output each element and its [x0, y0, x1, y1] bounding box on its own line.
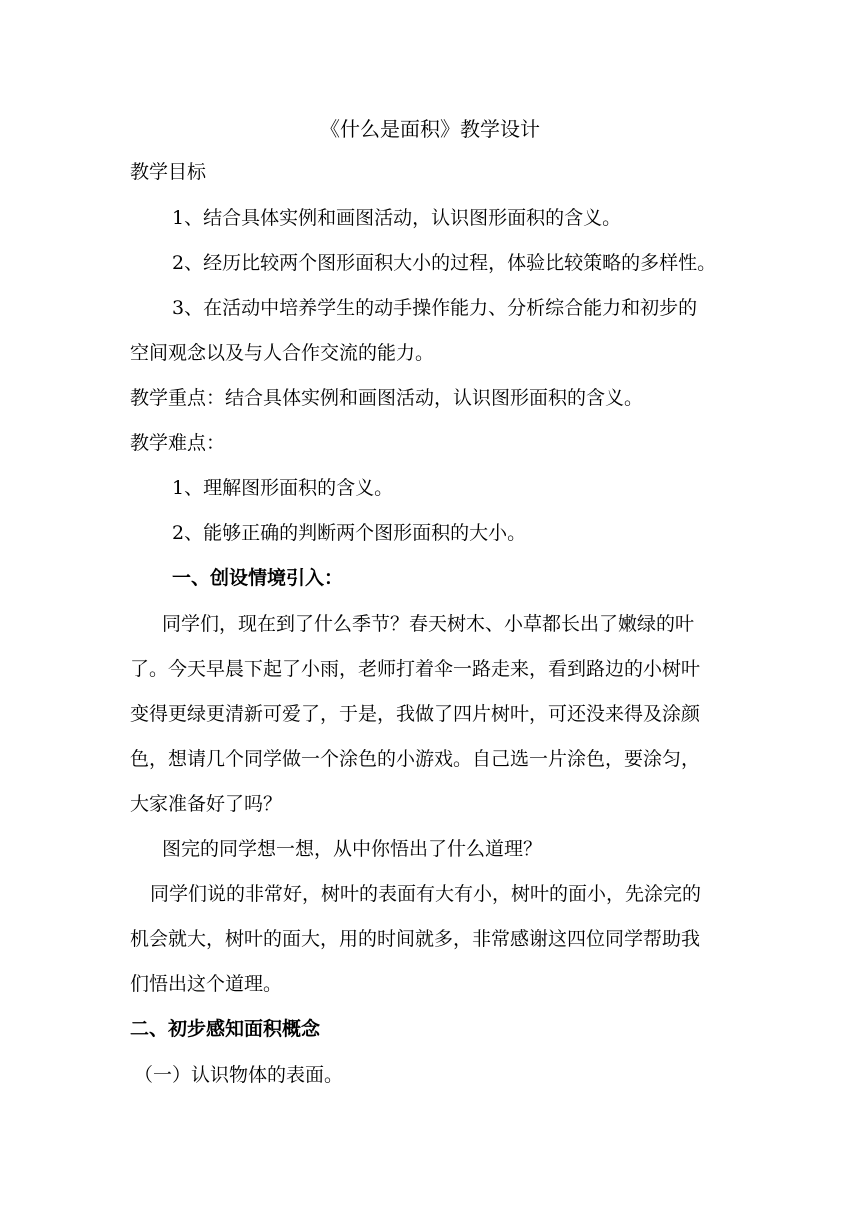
goal-3-line-2: 空间观念以及与人合作交流的能力。 [130, 342, 435, 364]
difficult-2: 2、能够正确的判断两个图形面积的大小。 [172, 522, 527, 544]
para-1-line-4: 色，想请几个同学做一个涂色的小游戏。自己选一片涂色，要涂匀， [130, 748, 701, 770]
document-title: 《什么是面积》教学设计 [320, 117, 540, 141]
goal-1: 1、结合具体实例和画图活动，认识图形面积的含义。 [172, 207, 622, 229]
para-1-line-2: 了。今天早晨下起了小雨，老师打着伞一路走来，看到路边的小树叶 [130, 658, 701, 680]
para-3-line-1: 同学们说的非常好，树叶的表面有大有小，树叶的面小，先涂完的 [150, 883, 702, 905]
goals-heading: 教学目标 [130, 161, 207, 183]
key-point: 教学重点：结合具体实例和画图活动，认识图形面积的含义。 [130, 387, 644, 409]
difficult-1: 1、理解图形面积的含义。 [172, 477, 394, 499]
para-3-line-2: 机会就大，树叶的面大，用的时间就多，非常感谢这四位同学帮助我 [130, 928, 701, 950]
section-2-heading: 二、初步感知面积概念 [130, 1018, 321, 1040]
difficult-heading: 教学难点： [130, 432, 226, 454]
section-1-heading: 一、创设情境引入： [172, 567, 344, 589]
subsection-1: （一）认识物体的表面。 [134, 1064, 344, 1086]
para-1-line-5: 大家准备好了吗？ [130, 793, 283, 815]
goal-3-line-1: 3、在活动中培养学生的动手操作能力、分析综合能力和初步的 [172, 297, 698, 319]
goal-2: 2、经历比较两个图形面积大小的过程，体验比较策略的多样性。 [172, 252, 717, 274]
para-2: 图完的同学想一想，从中你悟出了什么道理？ [162, 838, 543, 860]
para-1-line-3: 变得更绿更清新可爱了，于是，我做了四片树叶，可还没来得及涂颜 [130, 703, 701, 725]
para-3-line-3: 们悟出这个道理。 [130, 973, 283, 995]
para-1-line-1: 同学们，现在到了什么季节？春天树木、小草都长出了嫩绿的叶 [162, 613, 695, 635]
